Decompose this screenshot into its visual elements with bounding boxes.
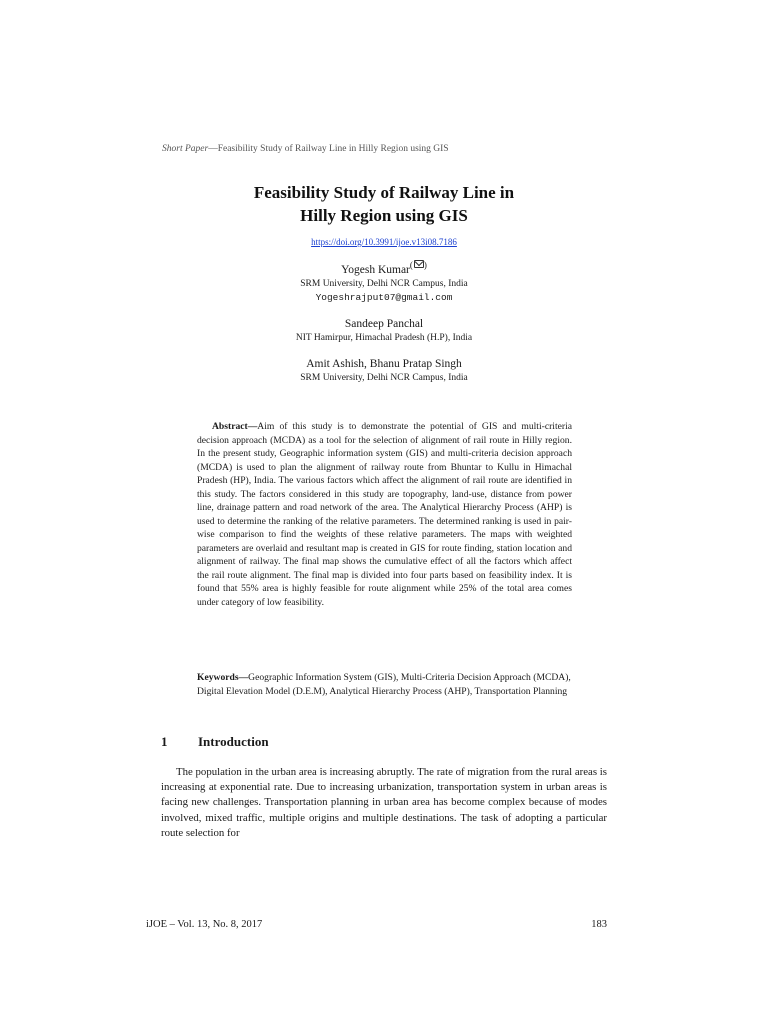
running-header [162,144,449,154]
paper-title-line-1: Feasibility Study of Railway Line in [253,183,515,202]
section-number: 1 [161,734,168,749]
author-email[interactable]: Yogeshrajput07@gmail.com [315,292,453,303]
abstract-text: Aim of this study is to demonstrate the potential of GIS and multi-criteria decision approach (MCDA) as a tool for the selection of alignment of rail route in Hilly region. In the present study, Geographic information system (GIS) and multi-criteria decision approach (MCDA) is used to plan the alignment of railway route from Bhuntar to Kullu in Himachal Pradesh (HP), India. The various factors which affect the alignment of rail route are identified in this study. The factors considered in this study are topography, land-use, distance from power line, drainage pattern and road network of the area. The Analytical Hierarchy Process (AHP) is used to determine the ranking of the relative parameters. The determined ranking is used in pair-wise comparison to find the weights of these relative parameters. The maps with weighted parameters are overlaid and resultant map is created in GIS for route finding, station location and alignment of railway. The final map shows the cumulative effect of all the factors which affect the rail route alignment. The final map is divided into four parts based on feasibility index. It is found that 55% area is highly feasible for route alignment while 25% of the total area comes under category of low feasibility. [197,421,572,608]
mail-icon [414,260,424,268]
section-heading [161,734,269,750]
author-block-1 [184,260,584,304]
running-header-title: Feasibility Study of Railway Line in Hilly Region using GIS [217,144,449,154]
doi-link[interactable]: https://doi.org/10.3991/ijoe.v13i08.7186 [311,237,457,247]
keywords-text: Geographic Information System (GIS), Multi-Criteria Decision Approach (MCDA), Digital Elevation Model (D.E.M), Analytical Hierarchy Process (AHP), Transportation Planning [197,672,571,697]
keywords [197,671,572,698]
section-title: Introduction [198,734,269,749]
author-name: Amit Ashish, Bhanu Pratap Singh [306,358,462,370]
running-header-separator: — [208,144,218,154]
author-block-3 [184,357,584,385]
author-affiliation: SRM University, Delhi NCR Campus, India [300,279,468,289]
footer-page-number: 183 [591,919,607,930]
running-header-label: Short Paper [162,144,209,154]
author-affiliation: NIT Hamirpur, Himachal Pradesh (H.P), India [295,333,473,343]
paper-title-line-2: Hilly Region using GIS [300,206,468,225]
abstract-label: Abstract— [212,421,258,432]
author-block-2 [184,317,584,345]
author-affiliation: SRM University, Delhi NCR Campus, India [300,373,468,383]
author-name: Sandeep Panchal [344,318,424,330]
keywords-label: Keywords— [197,672,249,683]
author-name: Yogesh Kumar( ) [341,260,427,276]
section-body-text: The population in the urban area is increasing abruptly. The rate of migration from the rural areas is increasing at exponential rate. Due to increasing urbanization, transportation system in urban areas is facing new challenges. Transportation planning in urban area has become complex because of modes involved, mixed traffic, multiple origins and multiple destinations. The task of adopting a particular route selection for [161,766,607,839]
footer-journal: iJOE – Vol. 13, No. 8, 2017 [146,919,263,930]
paper-title [184,181,584,227]
abstract [197,420,572,609]
